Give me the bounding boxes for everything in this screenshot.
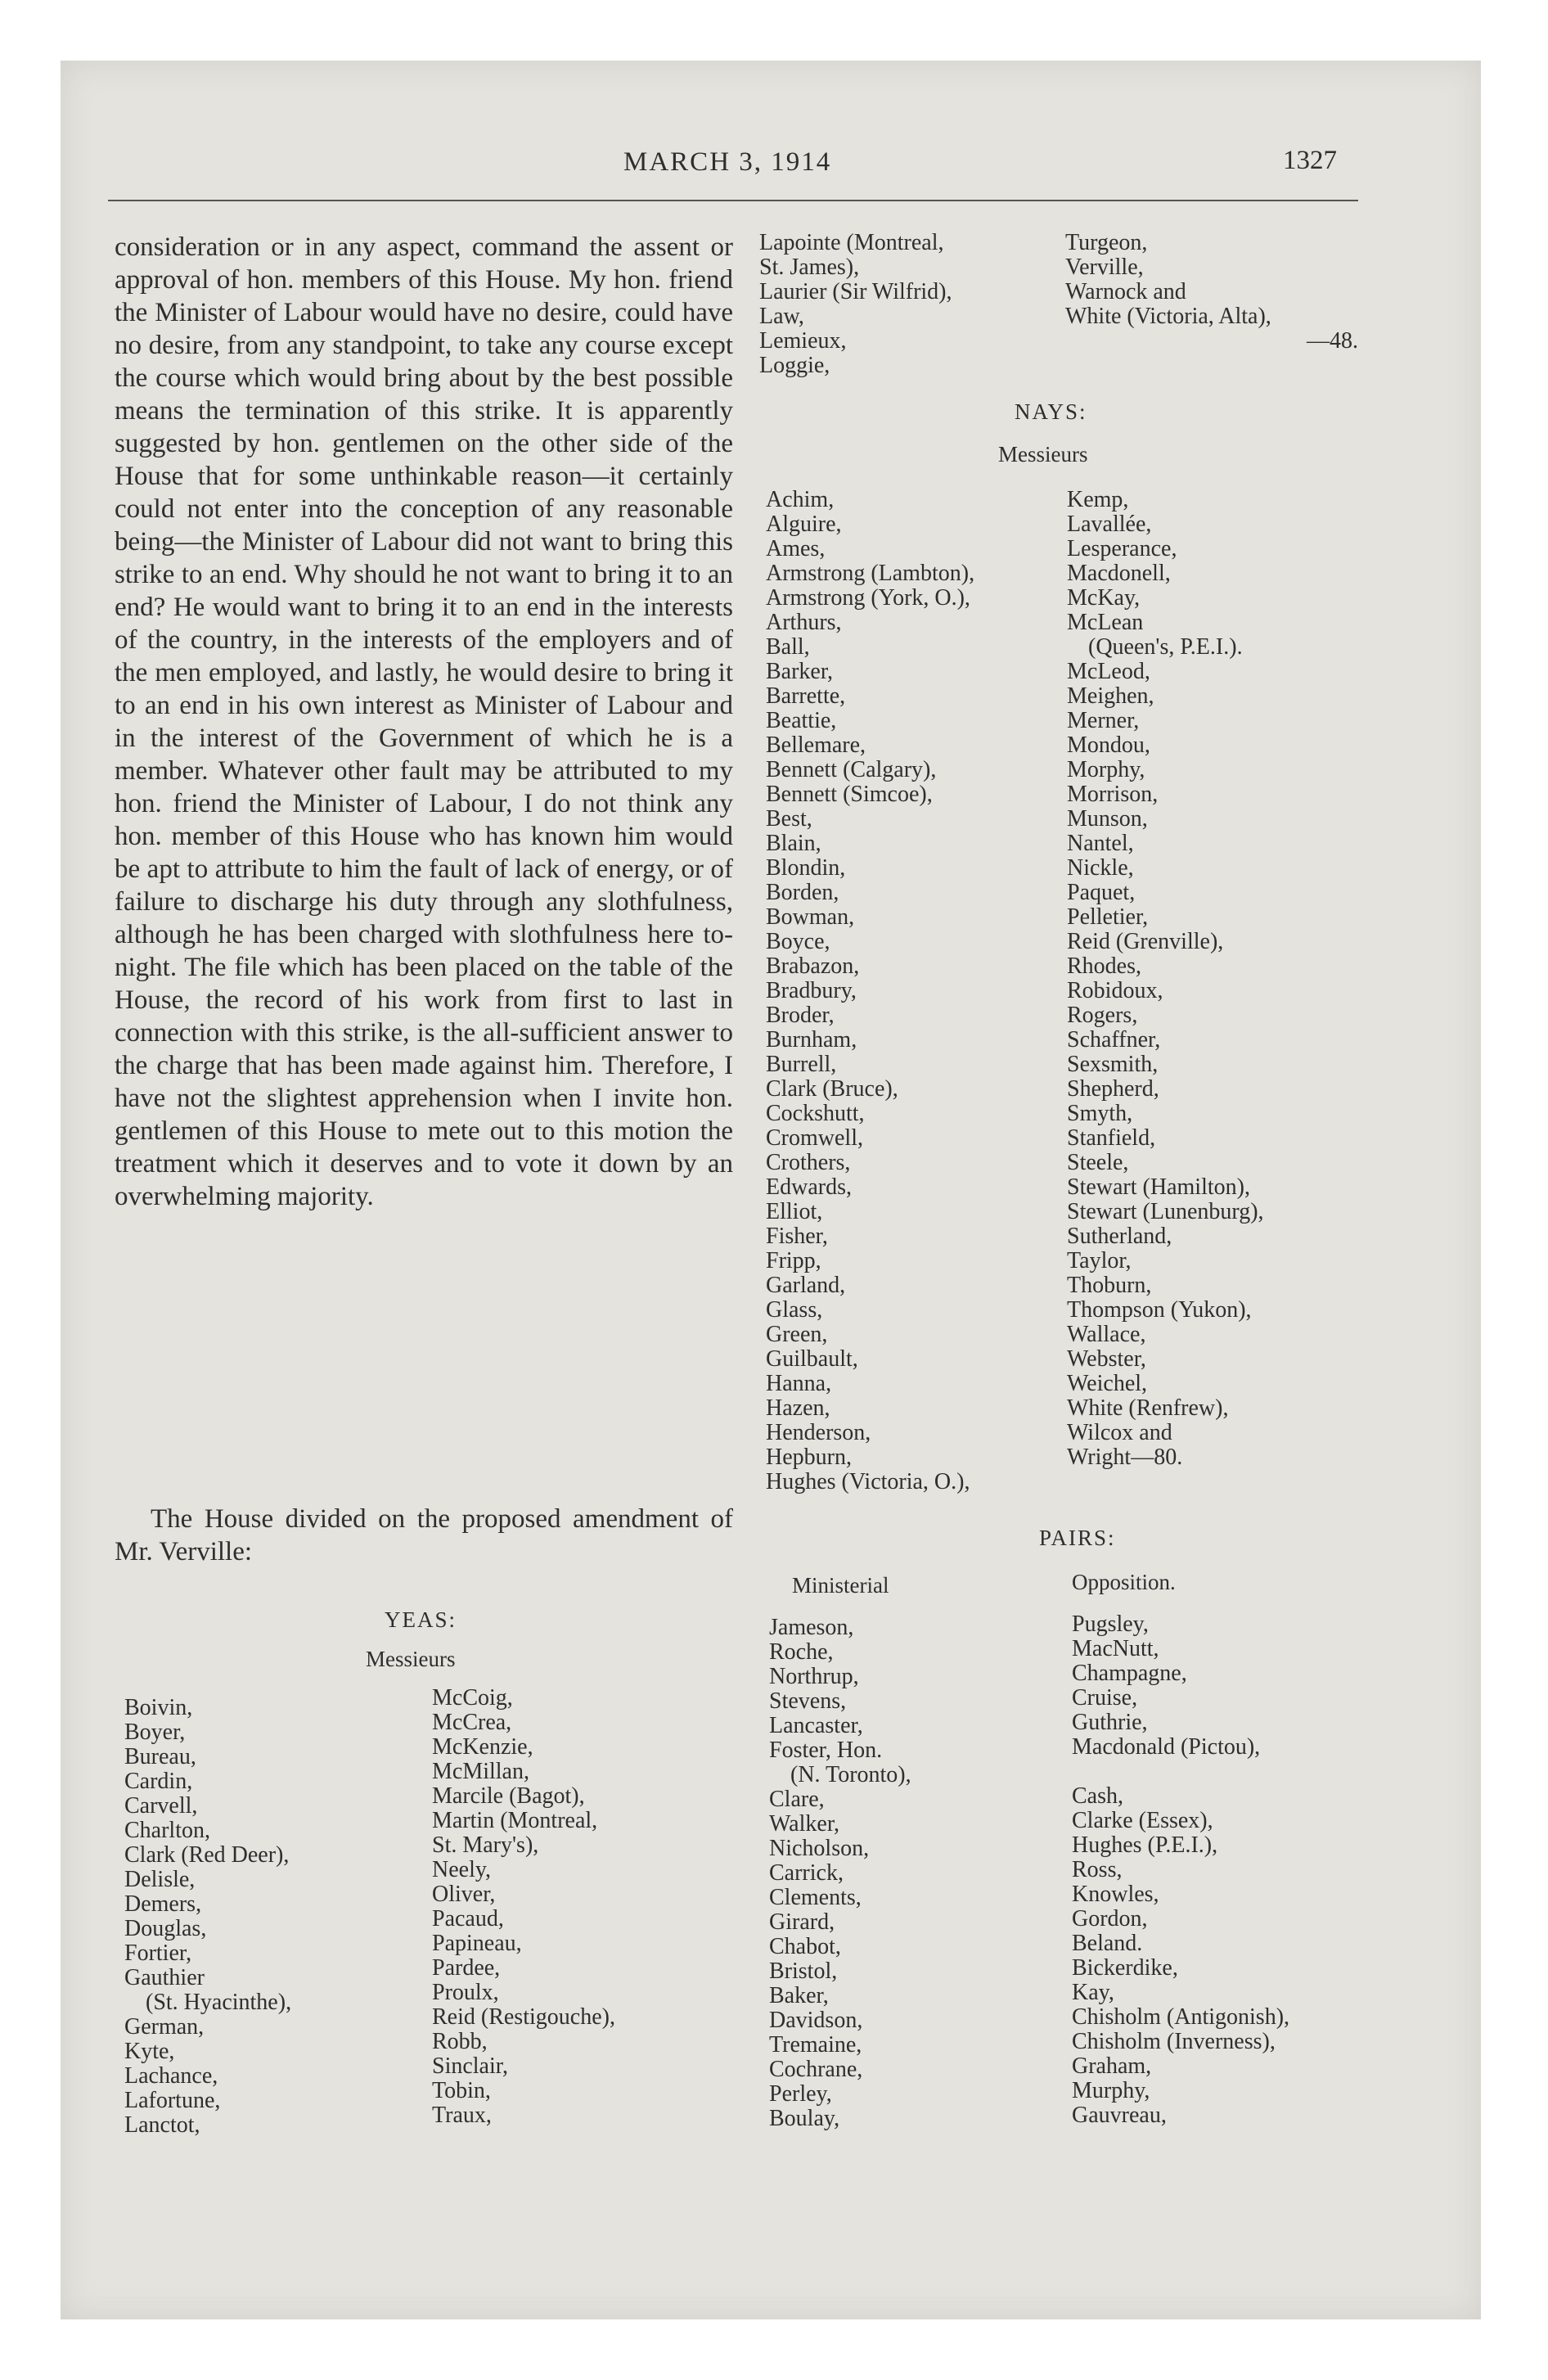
member-name: Shepherd, bbox=[1067, 1076, 1159, 1102]
nays-heading: NAYS: bbox=[1015, 399, 1087, 424]
member-name: Guilbault, bbox=[766, 1346, 858, 1372]
member-name: McLean bbox=[1067, 610, 1144, 635]
member-name: Neely, bbox=[432, 1857, 492, 1882]
member-name: Bureau, bbox=[124, 1744, 196, 1769]
member-name: Henderson, bbox=[766, 1420, 871, 1445]
member-name: Lapointe (Montreal, bbox=[759, 230, 944, 255]
member-name: Macdonald (Pictou), bbox=[1072, 1734, 1261, 1760]
member-name: Rogers, bbox=[1067, 1003, 1138, 1028]
member-name: Papineau, bbox=[432, 1931, 522, 1956]
member-name: Cockshutt, bbox=[766, 1101, 865, 1126]
member-name: Bowman, bbox=[766, 904, 855, 930]
member-name: Macdonell, bbox=[1067, 561, 1171, 586]
division-paragraph: The House divided on the proposed amendment of Mr. Verville: bbox=[115, 1504, 733, 1566]
member-name: Nickle, bbox=[1067, 855, 1134, 881]
yeas-total: —48. bbox=[1307, 328, 1358, 354]
member-name: Lanctot, bbox=[124, 2112, 200, 2138]
member-name: Paquet, bbox=[1067, 880, 1136, 905]
member-name: Laurier (Sir Wilfrid), bbox=[759, 279, 952, 304]
member-name: Wallace, bbox=[1067, 1322, 1146, 1347]
member-name: Bennett (Simcoe), bbox=[766, 782, 933, 807]
member-name: Turgeon, bbox=[1065, 230, 1148, 255]
member-name: Cochrane, bbox=[769, 2057, 863, 2082]
member-name: Guthrie, bbox=[1072, 1710, 1148, 1735]
member-name: Traux, bbox=[432, 2103, 492, 2128]
member-name: Douglas, bbox=[124, 1916, 207, 1941]
member-name: Charlton, bbox=[124, 1818, 210, 1843]
member-name: German, bbox=[124, 2014, 205, 2040]
member-name: Bristol, bbox=[769, 1959, 838, 1984]
member-name: Bennett (Calgary), bbox=[766, 757, 937, 782]
member-name: Stewart (Lunenburg), bbox=[1067, 1199, 1264, 1224]
member-name: Champagne, bbox=[1072, 1661, 1187, 1686]
member-name: Sutherland, bbox=[1067, 1224, 1172, 1249]
nays-column-2 bbox=[1067, 488, 1264, 1470]
member-name: Girard, bbox=[769, 1909, 835, 1935]
member-name: Chabot, bbox=[769, 1934, 841, 1959]
member-name: Ames, bbox=[766, 536, 826, 561]
member-name: Roche, bbox=[769, 1639, 834, 1665]
member-name: Beattie, bbox=[766, 708, 837, 733]
member-name: Bellemare, bbox=[766, 732, 866, 758]
member-name: Clark (Red Deer), bbox=[124, 1842, 290, 1868]
member-name: Sexsmith, bbox=[1067, 1052, 1159, 1077]
member-name: Ross, bbox=[1072, 1857, 1123, 1882]
header-rule bbox=[108, 200, 1358, 201]
member-name: Glass, bbox=[766, 1297, 823, 1323]
member-name: Stanfield, bbox=[1067, 1125, 1156, 1151]
member-name: Crothers, bbox=[766, 1150, 851, 1175]
member-name: Edwards, bbox=[766, 1174, 852, 1200]
member-name: Loggie, bbox=[759, 353, 830, 378]
member-name: Armstrong (Lambton), bbox=[766, 561, 975, 586]
nays-subheading: Messieurs bbox=[998, 442, 1088, 467]
yeas-column-3 bbox=[759, 231, 952, 378]
member-name: Jameson, bbox=[769, 1615, 854, 1640]
member-name: Taylor, bbox=[1067, 1248, 1132, 1273]
member-name: Boivin, bbox=[124, 1695, 193, 1720]
member-name: Proulx, bbox=[432, 1980, 499, 2005]
member-name: Gauvreau, bbox=[1072, 2103, 1167, 2128]
member-name: Thompson (Yukon), bbox=[1067, 1297, 1252, 1323]
member-name: Lachance, bbox=[124, 2063, 218, 2089]
member-name: Pacaud, bbox=[432, 1906, 504, 1931]
member-name: Perley, bbox=[769, 2081, 832, 2107]
member-name: St. Mary's), bbox=[432, 1832, 539, 1858]
member-name: Hughes (Victoria, O.), bbox=[766, 1469, 970, 1494]
member-name: Chisholm (Antigonish), bbox=[1072, 2004, 1290, 2030]
member-name: Davidson, bbox=[769, 2008, 863, 2033]
page-number: 1327 bbox=[1283, 146, 1337, 175]
member-name: Boyce, bbox=[766, 929, 830, 954]
member-name: Lavallée, bbox=[1067, 512, 1152, 537]
member-name: Clare, bbox=[769, 1787, 825, 1812]
member-name: Garland, bbox=[766, 1273, 846, 1298]
member-name: Stewart (Hamilton), bbox=[1067, 1174, 1250, 1200]
member-name: Clarke (Essex), bbox=[1072, 1808, 1213, 1833]
yeas-column-4 bbox=[1065, 231, 1271, 329]
member-name: Barker, bbox=[766, 659, 834, 684]
member-name: Chisholm (Inverness), bbox=[1072, 2029, 1276, 2054]
member-name: Tobin, bbox=[432, 2078, 491, 2103]
member-name: Elliot, bbox=[766, 1199, 823, 1224]
member-name: (Queen's, P.E.I.). bbox=[1088, 634, 1243, 660]
member-name: Burnham, bbox=[766, 1027, 857, 1053]
member-name: Bradbury, bbox=[766, 978, 857, 1003]
member-name: Fortier, bbox=[124, 1941, 192, 1966]
member-name: MacNutt, bbox=[1072, 1636, 1159, 1661]
member-name: McKay, bbox=[1067, 585, 1141, 611]
member-name: McKenzie, bbox=[432, 1734, 533, 1760]
pairs-opposition-label: Opposition. bbox=[1072, 1570, 1176, 1594]
member-name: Carrick, bbox=[769, 1860, 844, 1886]
member-name: Clements, bbox=[769, 1885, 862, 1910]
pairs-heading: PAIRS: bbox=[1039, 1526, 1116, 1550]
member-name: Merner, bbox=[1067, 708, 1140, 733]
member-name: Bickerdike, bbox=[1072, 1955, 1178, 1981]
member-name: Arthurs, bbox=[766, 610, 842, 635]
member-name: Knowles, bbox=[1072, 1882, 1159, 1907]
member-name: White (Renfrew), bbox=[1067, 1395, 1229, 1421]
member-name: Cruise, bbox=[1072, 1685, 1138, 1711]
member-name: Clark (Bruce), bbox=[766, 1076, 898, 1102]
member-name: Alguire, bbox=[766, 512, 842, 537]
yeas-column-2 bbox=[432, 1686, 615, 2128]
member-name: Blain, bbox=[766, 831, 821, 856]
member-name: Kemp, bbox=[1067, 487, 1129, 512]
member-name: Warnock and bbox=[1065, 279, 1186, 304]
member-name: Marcile (Bagot), bbox=[432, 1783, 585, 1809]
member-name: Lancaster, bbox=[769, 1713, 863, 1738]
member-name: Mondou, bbox=[1067, 732, 1150, 758]
member-name: Nicholson, bbox=[769, 1836, 870, 1861]
member-name: Pugsley, bbox=[1072, 1611, 1149, 1637]
yeas-column-1 bbox=[124, 1696, 291, 2138]
member-name: White (Victoria, Alta), bbox=[1065, 304, 1271, 329]
member-name: Demers, bbox=[124, 1891, 202, 1917]
pairs-ministerial-column bbox=[769, 1616, 911, 2131]
member-name: Martin (Montreal, bbox=[432, 1808, 598, 1833]
member-name: Broder, bbox=[766, 1003, 835, 1028]
member-name: Hepburn, bbox=[766, 1445, 852, 1470]
member-name: Pardee, bbox=[432, 1955, 501, 1981]
running-title: MARCH 3, 1914 bbox=[623, 147, 832, 177]
member-name: Northrup, bbox=[769, 1664, 859, 1689]
member-name bbox=[1072, 1760, 1289, 1784]
member-name: Lemieux, bbox=[759, 328, 847, 354]
member-name: Cash, bbox=[1072, 1783, 1123, 1809]
member-name: McCoig, bbox=[432, 1685, 513, 1711]
member-name: Robidoux, bbox=[1067, 978, 1163, 1003]
member-name: Munson, bbox=[1067, 806, 1148, 832]
member-name: Reid (Grenville), bbox=[1067, 929, 1224, 954]
member-name: Cromwell, bbox=[766, 1125, 863, 1151]
pairs-opposition-column bbox=[1072, 1612, 1289, 2128]
member-name: Pelletier, bbox=[1067, 904, 1149, 930]
member-name: Gauthier bbox=[124, 1965, 205, 1990]
member-name: Morrison, bbox=[1067, 782, 1159, 807]
member-name: Burrell, bbox=[766, 1052, 837, 1077]
member-name: Schaffner, bbox=[1067, 1027, 1161, 1053]
member-name: St. James), bbox=[759, 255, 860, 280]
member-name: Carvell, bbox=[124, 1793, 198, 1819]
member-name: Fisher, bbox=[766, 1224, 828, 1249]
member-name: Smyth, bbox=[1067, 1101, 1133, 1126]
member-name: Kyte, bbox=[124, 2039, 175, 2064]
member-name: Boyer, bbox=[124, 1720, 186, 1745]
member-name: Best, bbox=[766, 806, 812, 832]
member-name: Lesperance, bbox=[1067, 536, 1177, 561]
yeas-subheading: Messieurs bbox=[366, 1647, 456, 1671]
member-name: Tremaine, bbox=[769, 2032, 862, 2058]
member-name: Fripp, bbox=[766, 1248, 821, 1273]
member-name: Meighen, bbox=[1067, 683, 1154, 709]
member-name: (N. Toronto), bbox=[790, 1762, 911, 1787]
member-name: Gordon, bbox=[1072, 1906, 1148, 1931]
member-name: Wright—80. bbox=[1067, 1445, 1183, 1470]
member-name: Hazen, bbox=[766, 1395, 830, 1421]
member-name: Foster, Hon. bbox=[769, 1738, 883, 1763]
pairs-ministerial-label: Ministerial bbox=[792, 1573, 889, 1598]
member-name: Robb, bbox=[432, 2029, 488, 2054]
member-name: Armstrong (York, O.), bbox=[766, 585, 970, 611]
member-name: Hughes (P.E.I.), bbox=[1072, 1832, 1218, 1858]
member-name: Verville, bbox=[1065, 255, 1144, 280]
member-name: Delisle, bbox=[124, 1867, 196, 1892]
member-name: Weichel, bbox=[1067, 1371, 1148, 1396]
member-name: Green, bbox=[766, 1322, 828, 1347]
member-name: Stevens, bbox=[769, 1688, 847, 1714]
member-name: Boulay, bbox=[769, 2106, 840, 2131]
member-name: Steele, bbox=[1067, 1150, 1129, 1175]
member-name: Thoburn, bbox=[1067, 1273, 1152, 1298]
member-name: Borden, bbox=[766, 880, 839, 905]
member-name: Beland. bbox=[1072, 1931, 1143, 1956]
yeas-heading: YEAS: bbox=[385, 1607, 457, 1632]
member-name: Blondin, bbox=[766, 855, 846, 881]
member-name: Webster, bbox=[1067, 1346, 1146, 1372]
member-name: Rhodes, bbox=[1067, 953, 1141, 979]
member-name: Graham, bbox=[1072, 2053, 1152, 2079]
member-name: Achim, bbox=[766, 487, 835, 512]
member-name: Nantel, bbox=[1067, 831, 1134, 856]
member-name: Hanna, bbox=[766, 1371, 832, 1396]
member-name: Lafortune, bbox=[124, 2088, 221, 2113]
member-name: Kay, bbox=[1072, 1980, 1114, 2005]
member-name: Ball, bbox=[766, 634, 810, 660]
member-name: Law, bbox=[759, 304, 804, 329]
member-name: Murphy, bbox=[1072, 2078, 1150, 2103]
member-name: Baker, bbox=[769, 1983, 829, 2008]
nays-column-1 bbox=[766, 488, 974, 1494]
member-name: Oliver, bbox=[432, 1882, 496, 1907]
member-name: Sinclair, bbox=[432, 2053, 508, 2079]
member-name: (St. Hyacinthe), bbox=[146, 1990, 292, 2015]
speech-paragraph: consideration or in any aspect, command the assent or approval of hon. members of this House. My hon. friend the Minister of Labour would have no desire, could have no desire, from any standpoint, to take any course except the course which would bring about by the best possible means the termination of this strike. It is apparently suggested by hon. gentlemen on the other side of the House that for some unthinkable reason—it certainly could not enter into the conception of any reasonable being—the Minister of Labour did not want to bring this strike to an end. Why should he not want to bring it to an end? He would want to bring it to an end in the interests of the country, in the interests of the employers and of the men employed, and lastly, he would desire to bring it to an end in his own interest as Minister of Labour and in the interest of the Government of which he is a member. Whatever other fault may be attributed to my hon. friend the Minister of Labour, I do not think any hon. member of this House who has known him would be apt to attribute to him the fault of lack of energy, or of failure to discharge his duty through any slothfulness, although he has been charged with slothfulness here to-night. The file which has been placed on the table of the House, the record of his work from first to last in connection with this strike, is the all-sufficient answer to the charge that has been made against him. Therefore, I have not the slightest apprehension when I invite hon. gentlemen of this House to mete out to this motion the treatment which it deserves and to vote it down by an overwhelming majority. bbox=[115, 232, 733, 1211]
member-name: McLeod, bbox=[1067, 659, 1150, 684]
member-name: McMillan, bbox=[432, 1759, 529, 1784]
member-name: Walker, bbox=[769, 1811, 840, 1837]
member-name: Morphy, bbox=[1067, 757, 1145, 782]
member-name: Brabazon, bbox=[766, 953, 860, 979]
member-name: McCrea, bbox=[432, 1710, 512, 1735]
member-name: Barrette, bbox=[766, 683, 846, 709]
member-name: Reid (Restigouche), bbox=[432, 2004, 615, 2030]
member-name: Wilcox and bbox=[1067, 1420, 1172, 1445]
member-name: Cardin, bbox=[124, 1769, 193, 1794]
